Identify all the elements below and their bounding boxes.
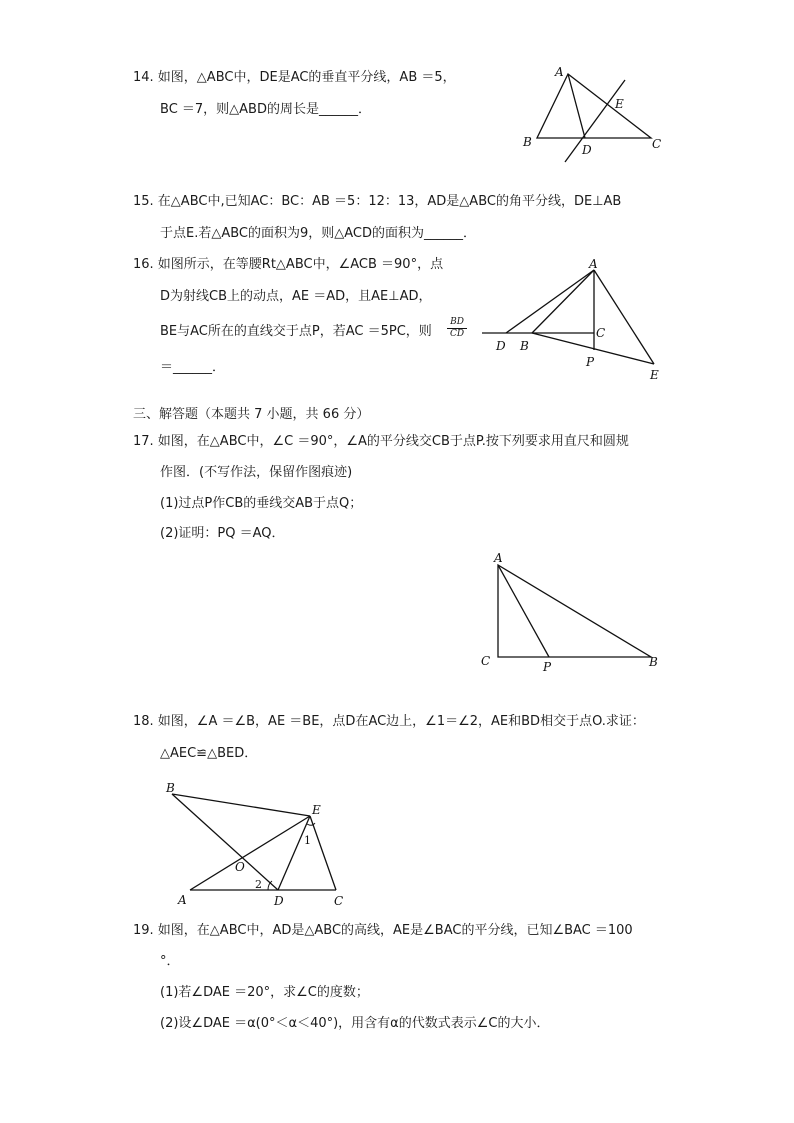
q17-figure (478, 552, 668, 677)
q18-segment-ed (278, 816, 310, 890)
q17-label-a: A (494, 551, 503, 565)
q17-part2: (2)证明：PQ ＝AQ． (160, 526, 285, 541)
q18-line1: 18. 如图，∠A ＝∠B，AE ＝BE，点D在AC边上，∠1＝∠2，AE和BD相交于点O.求证： (133, 714, 645, 729)
q16-label-b: B (520, 339, 529, 353)
q14-label-a: A (555, 65, 564, 79)
section-3-heading: 三、解答题（本题共 7 小题，共 66 分） (133, 407, 370, 422)
q18-label-e: E (312, 803, 321, 817)
q17-bisector-ap (498, 565, 549, 657)
q17-label-p: P (543, 660, 552, 674)
q15-line1: 15. 在△ABC中,已知AC：BC：AB ＝5：12：13，AD是△ABC的角平分线，DE⊥AB (133, 194, 622, 209)
q16-fraction-numerator: BD (447, 317, 467, 329)
q17-triangle-acb (498, 565, 651, 657)
q16-label-c: C (596, 326, 606, 340)
q16-fraction-denominator: CD (449, 329, 465, 339)
q14-segment-ad (568, 74, 585, 138)
q14-triangle-abc (537, 74, 651, 138)
q15-line2: 于点E.若△ABC的面积为9，则△ACD的面积为______． (160, 226, 477, 241)
q16-line3: BE与AC所在的直线交于点P，若AC ＝5PC，则 (160, 324, 432, 339)
q14-perpendicular-bisector-de (565, 80, 625, 162)
q19-part2: (2)设∠DAE ＝α(0°＜α＜40°)，用含有α的代数式表示∠C的大小． (160, 1016, 550, 1031)
q14-figure (515, 62, 665, 167)
q16-line1: 16. 如图所示，在等腰Rt△ABC中，∠ACB ＝90°，点 (133, 257, 444, 272)
q18-label-d: D (274, 894, 284, 908)
q18-segment-ec (310, 816, 336, 890)
q17-part1: (1)过点P作CB的垂线交AB于点Q； (160, 496, 363, 511)
q16-label-p: P (586, 355, 595, 369)
q19-line1: 19. 如图，在△ABC中，AD是△ABC的高线，AE是∠BAC的平分线，已知∠BAC ＝100 (133, 923, 633, 938)
q19-line2: °． (160, 954, 180, 969)
q16-label-e: E (650, 368, 659, 382)
q14-line2: BC ＝7，则△ABD的周长是______． (160, 102, 371, 117)
q14-label-b: B (523, 135, 532, 149)
q18-label-angle-2: 2 (255, 878, 262, 891)
q17-label-c: C (481, 654, 491, 668)
q14-label-d: D (582, 143, 592, 157)
q16-label-a: A (589, 257, 598, 271)
q18-label-b: B (166, 781, 175, 795)
q16-fraction (447, 317, 467, 340)
q18-label-a: A (178, 893, 187, 907)
q16-segment-ad (506, 270, 594, 333)
q18-line2: △AEC≌△BED． (160, 746, 258, 761)
q16-label-d: D (496, 339, 506, 353)
q17-line1: 17. 如图，在△ABC中，∠C ＝90°，∠A的平分线交CB于点P.按下列要求用直尺和圆规 (133, 434, 629, 449)
q17-line2: 作图．(不写作法，保留作图痕迹) (160, 465, 353, 480)
q16-segment-ae (594, 270, 654, 364)
q18-label-angle-1: 1 (304, 834, 311, 847)
q18-figure (160, 778, 360, 908)
q14-label-e: E (615, 97, 624, 111)
q16-figure (480, 258, 670, 383)
q14-label-c: C (652, 137, 662, 151)
q14-line1: 14. 如图，△ABC中，DE是AC的垂直平分线，AB ＝5， (133, 70, 456, 85)
q16-line4: ＝______． (160, 360, 226, 375)
q16-line2: D为射线CB上的动点，AE ＝AD，且AE⊥AD， (160, 289, 432, 304)
q18-label-o: O (235, 860, 245, 874)
q18-label-c: C (334, 894, 344, 908)
q17-label-b: B (649, 655, 658, 669)
q16-segment-ab (532, 270, 594, 333)
q19-part1: (1)若∠DAE ＝20°，求∠C的度数； (160, 985, 369, 1000)
